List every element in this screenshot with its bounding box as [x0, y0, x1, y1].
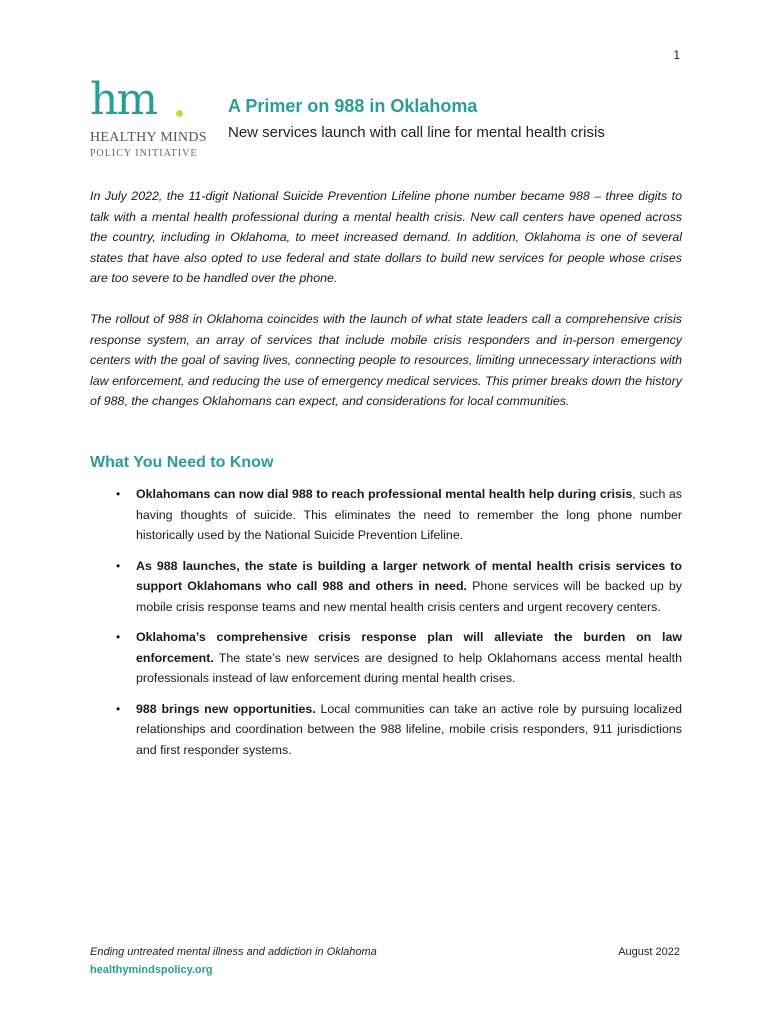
logo-dot — [176, 110, 183, 117]
intro-paragraph-1: In July 2022, the 11-digit National Suicide Prevention Lifeline phone number became 988 – three digits to talk with a mental health professional during a mental health crisis. New call centers have opened across the country, including in Oklahoma, to meet increased demand. In addition, Oklahoma is one of several states that have also opted to use federal and state dollars to build new services for people whose crises are too severe to be handled over the phone. — [90, 189, 682, 285]
bullet-text: Phone services will be backed up by mobile crisis response teams and new mental health crisis centers and urgent recovery centers. — [136, 579, 682, 614]
bullet-text: , such as having thoughts of suicide. This eliminates the need to remember the long phone number historically used by the National Suicide Prevention Lifeline. — [136, 487, 682, 542]
bullet-text: The state’s new services are designed to help Oklahomans access mental health professionals instead of law enforcement during mental health crises. — [136, 650, 682, 685]
footer-date: August 2022 — [618, 946, 680, 958]
bullet-item — [90, 556, 682, 618]
bullet-bold: Oklahomans can now dial 988 to reach professional mental health help during crisis — [136, 487, 633, 501]
logo-tagline: POLICY INITIATIVE — [90, 148, 198, 159]
logo — [90, 74, 210, 159]
footer-tagline: Ending untreated mental illness and addiction in Oklahoma — [90, 946, 377, 958]
bullet-list — [90, 484, 682, 770]
bullet-icon: • — [116, 558, 121, 573]
bullet-icon: • — [116, 487, 121, 501]
page-subtitle: New services launch with call line for mental health crisis — [228, 124, 605, 141]
bullet-icon: • — [116, 701, 121, 716]
logo-name: HEALTHY MINDS — [90, 130, 207, 145]
bullet-item — [90, 627, 682, 689]
bullet-bold: As 988 launches, the state is building a larger network of mental health crisis services to support Oklahomans who call 988 and others in need. — [136, 558, 682, 593]
bullet-icon: • — [116, 630, 121, 644]
page-number: 1 — [673, 48, 680, 62]
bullet-bold: 988 brings new opportunities. — [136, 701, 316, 716]
logo-mark: hm — [90, 74, 157, 125]
bullet-item — [90, 484, 682, 546]
bullet-bold: Oklahoma’s comprehensive crisis response plan will alleviate the burden on law enforcement. — [136, 630, 682, 665]
section-heading: What You Need to Know — [90, 454, 274, 471]
bullet-item — [90, 699, 682, 761]
page-title: A Primer on 988 in Oklahoma — [228, 96, 478, 116]
footer-url-link[interactable]: healthymindspolicy.org — [90, 964, 213, 976]
bullet-text: Local communities can take an active role by pursuing localized relationships and coordination between the 988 lifeline, mobile crisis responders, 911 jurisdictions and first responder systems. — [136, 701, 682, 757]
intro-paragraph-2: The rollout of 988 in Oklahoma coincides with the launch of what state leaders call a comprehensive crisis response system, an array of services that include mobile crisis responders and in-person emergency centers with the goal of saving lives, connecting people to resources, limiting unnecessary interactions with law enforcement, and reducing the use of emergency medical services. This primer breaks down the history of 988, the changes Oklahomans can expect, and considerations for local communities. — [90, 312, 682, 408]
